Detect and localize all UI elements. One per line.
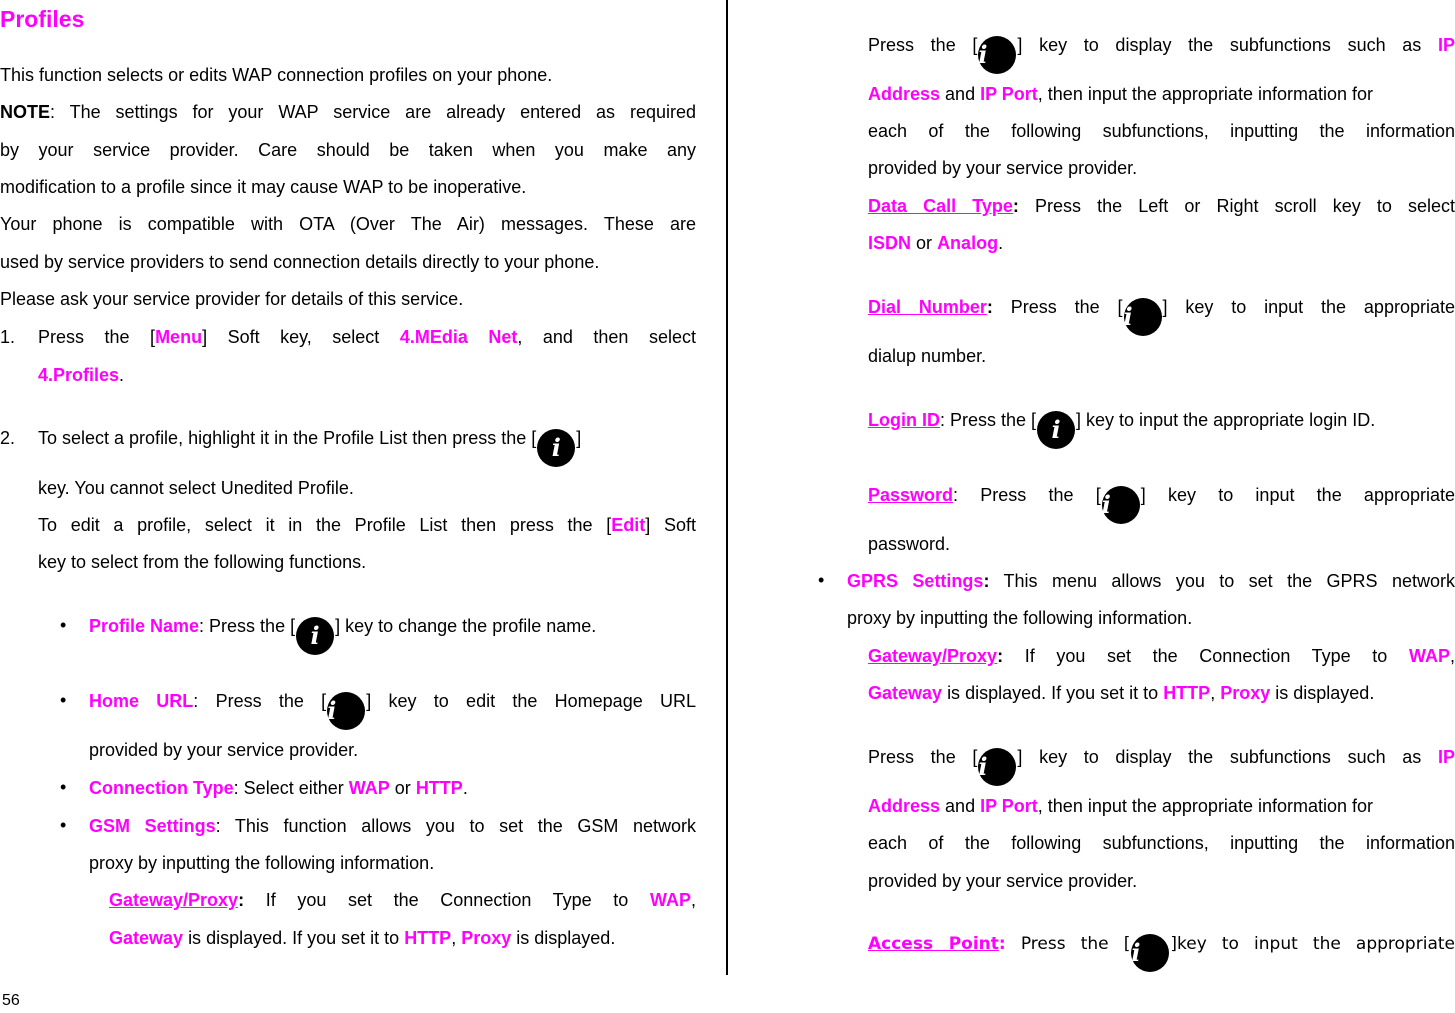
connection-type-label: Connection Type [89,778,234,798]
home-url-label: Home URL [89,691,194,711]
proxy-label: Proxy [461,928,512,948]
home-url-line-1 [89,690,696,730]
edit-key-label: Edit [611,515,646,535]
home-url-text-b: ] key to edit the Homepage URL [366,691,697,711]
http-label: HTTP [404,928,452,948]
dial-number-line-1 [868,296,1455,336]
step-2-number: 2. [0,428,16,448]
comma: , [1449,646,1455,666]
step-1-text-a: Press the [ [38,327,156,347]
profiles-label: 4.Profiles [38,365,120,385]
gprs-press-line-1 [868,746,1455,786]
gprs-settings-label: GPRS Settings [847,571,984,591]
step-1-line-1 [38,326,696,348]
ip-port-label: IP Port [980,84,1038,104]
bullet-home-url: • [60,690,67,710]
profile-name-text-a: : Press the [ [199,616,296,636]
connection-type-line [89,777,468,799]
step-2-line-4: key to select from the following functions. [38,552,367,572]
gateway-text-b: is displayed. If you set it to [947,683,1159,703]
ip-label: IP [1437,747,1455,767]
dial-number-line-2: dialup number. [868,346,987,366]
gateway-label: Gateway [109,928,184,948]
gateway-proxy-label: Gateway/Proxy [868,646,998,666]
gsm-gateway-line-2 [109,927,615,949]
isdn-label: ISDN [868,233,912,253]
login-id-line [868,409,1375,449]
access-point-text-a: Press the [ [1020,934,1131,954]
gateway-text-c: is displayed. [1275,683,1375,703]
connection-type-text: : Select either [233,778,344,798]
data-call-type-label: Data Call Type [868,196,1013,216]
column-divider [726,0,728,975]
home-url-text-a: : Press the [ [193,691,327,711]
password-label: Password [868,485,954,505]
bullet-gsm-settings: • [60,815,67,835]
page-title: Profiles [0,6,85,32]
gprs-press-line-3: each of the following subfunctions, inputting the information [868,833,1455,853]
step-1-text-b: ] Soft key, select [202,327,380,347]
colon: : [986,297,993,317]
colon: : [998,934,1006,954]
step-1-text-d: . [119,365,125,385]
and-text: and [945,84,976,104]
step-2-text-b: ] [576,428,582,448]
password-text-a: : Press the [ [953,485,1101,505]
comma: , [1210,683,1216,703]
note-text-1: : The settings for your WAP service are already entered as required [50,102,696,122]
period: . [462,778,468,798]
gateway-proxy-label: Gateway/Proxy [109,890,239,910]
profile-name-text-b: ] key to change the profile name. [335,616,597,636]
ip-label: IP [1437,35,1455,55]
note-line-1 [0,101,696,123]
wap-label: WAP [1408,646,1450,666]
gprs-settings-line-1 [847,570,1455,592]
press-text-b: ] key to display the subfunctions such as [1017,35,1422,55]
comma: , [690,890,696,910]
profile-name-label: Profile Name [89,616,200,636]
gateway-text-b: is displayed. If you set it to [188,928,400,948]
gateway-text-a: If you set the Connection Type to [1024,646,1388,666]
login-id-label: Login ID [868,410,940,430]
press-text-c: , then input the appropriate information for [1037,796,1374,816]
dial-number-text-a: Press the [ [1010,297,1123,317]
password-line-1 [868,484,1455,524]
step-2-text-e: ] Soft [645,515,696,535]
gsm-settings-text-a: : This function allows you to set the GSM network [215,816,696,836]
info-key-icon: i [978,36,1016,74]
press-text-c: , then input the appropriate information for [1037,84,1374,104]
password-text-b: ] key to input the appropriate [1140,485,1455,505]
step-1-line-2 [38,364,124,386]
gateway-text-c: is displayed. [516,928,616,948]
gsm-settings-line-1 [89,815,696,837]
step-2-line-1 [38,427,581,467]
ota-line-3: Please ask your service provider for details of this service. [0,289,464,309]
http-label: HTTP [1163,683,1211,703]
address-label: Address [868,84,941,104]
step-2-line-2: key. You cannot select Unedited Profile. [38,478,354,498]
login-id-text-a: : Press the [ [939,410,1037,430]
proxy-label: Proxy [1220,683,1271,703]
info-key-icon: i [296,617,334,655]
login-id-text-b: ] key to input the appropriate login ID. [1076,410,1376,430]
info-key-icon: i [537,429,575,467]
gsm-press-line-3: each of the following subfunctions, inputting the information [868,121,1455,141]
press-text-b: ] key to display the subfunctions such as [1017,747,1422,767]
note-line-2: by your service provider. Care should be taken when you make any [0,140,696,160]
bullet-connection-type: • [60,777,67,797]
bullet-gprs-settings: • [818,570,825,590]
note-line-3: modification to a profile since it may cause WAP to be inoperative. [0,177,527,197]
gprs-press-line-2 [868,795,1373,817]
colon: : [238,890,245,910]
address-label: Address [868,796,941,816]
password-line-2: password. [868,534,951,554]
info-key-icon: i [1102,486,1140,524]
comma: , [451,928,457,948]
colon: : [1012,196,1019,216]
info-key-icon: i [978,748,1016,786]
http-label: HTTP [415,778,463,798]
home-url-line-2: provided by your service provider. [89,740,359,760]
gsm-press-line-4: provided by your service provider. [868,158,1138,178]
gprs-settings-text-a: This menu allows you to set the GPRS network [1003,571,1455,591]
ip-port-label: IP Port [980,796,1038,816]
gsm-press-line-2 [868,83,1373,105]
gateway-text-a: If you set the Connection Type to [265,890,629,910]
info-key-icon: i [1131,934,1169,972]
and-text: and [945,796,976,816]
gprs-gateway-line-1 [868,645,1455,667]
dial-number-text-b: ] key to input the appropriate [1162,297,1455,317]
page-number: 56 [2,992,20,1009]
profile-name-line [89,615,596,655]
colon: : [983,571,990,591]
dial-number-label: Dial Number [868,297,987,317]
step-2-text-a: To select a profile, highlight it in the Profile List then press the [ [38,428,537,448]
or-text: or [916,233,933,253]
info-key-icon: i [327,692,365,730]
wap-label: WAP [649,890,691,910]
gprs-settings-line-2: proxy by inputting the following information. [847,608,1193,628]
period: . [998,233,1004,253]
press-text-a: Press the [ [868,747,978,767]
access-point-line [868,933,1455,972]
gprs-gateway-line-2 [868,682,1374,704]
ota-line-1: Your phone is compatible with OTA (Over The Air) messages. These are [0,214,696,234]
step-1-text-c: , and then select [517,327,696,347]
access-point-label: Access Point [868,934,999,954]
colon: : [997,646,1004,666]
menu-key-label: Menu [155,327,203,347]
gateway-label: Gateway [868,683,943,703]
media-net-label: 4.MEdia Net [399,327,518,347]
bullet-profile-name: • [60,615,67,635]
analog-label: Analog [937,233,999,253]
gsm-gateway-line-1 [109,889,696,911]
data-call-type-line-1 [868,195,1455,217]
info-key-icon: i [1037,411,1075,449]
gsm-press-line-1 [868,34,1455,74]
gprs-press-line-4: provided by your service provider. [868,871,1138,891]
access-point-text-b: ]key to input the appropriate [1170,934,1455,954]
gsm-settings-line-2: proxy by inputting the following information. [89,853,435,873]
step-2-text-d: To edit a profile, select it in the Profile List then press the [ [38,515,612,535]
press-text-a: Press the [ [868,35,978,55]
data-call-type-text: Press the Left or Right scroll key to select [1035,196,1455,216]
data-call-type-line-2 [868,232,1003,254]
step-2-line-3 [38,514,696,536]
intro-text: This function selects or edits WAP connection profiles on your phone. [0,65,553,85]
wap-label: WAP [348,778,390,798]
or-text: or [394,778,411,798]
step-1-number: 1. [0,327,16,347]
info-key-icon: i [1124,298,1162,336]
gsm-settings-label: GSM Settings [89,816,216,836]
note-label: NOTE [0,102,51,122]
ota-line-2: used by service providers to send connection details directly to your phone. [0,252,600,272]
